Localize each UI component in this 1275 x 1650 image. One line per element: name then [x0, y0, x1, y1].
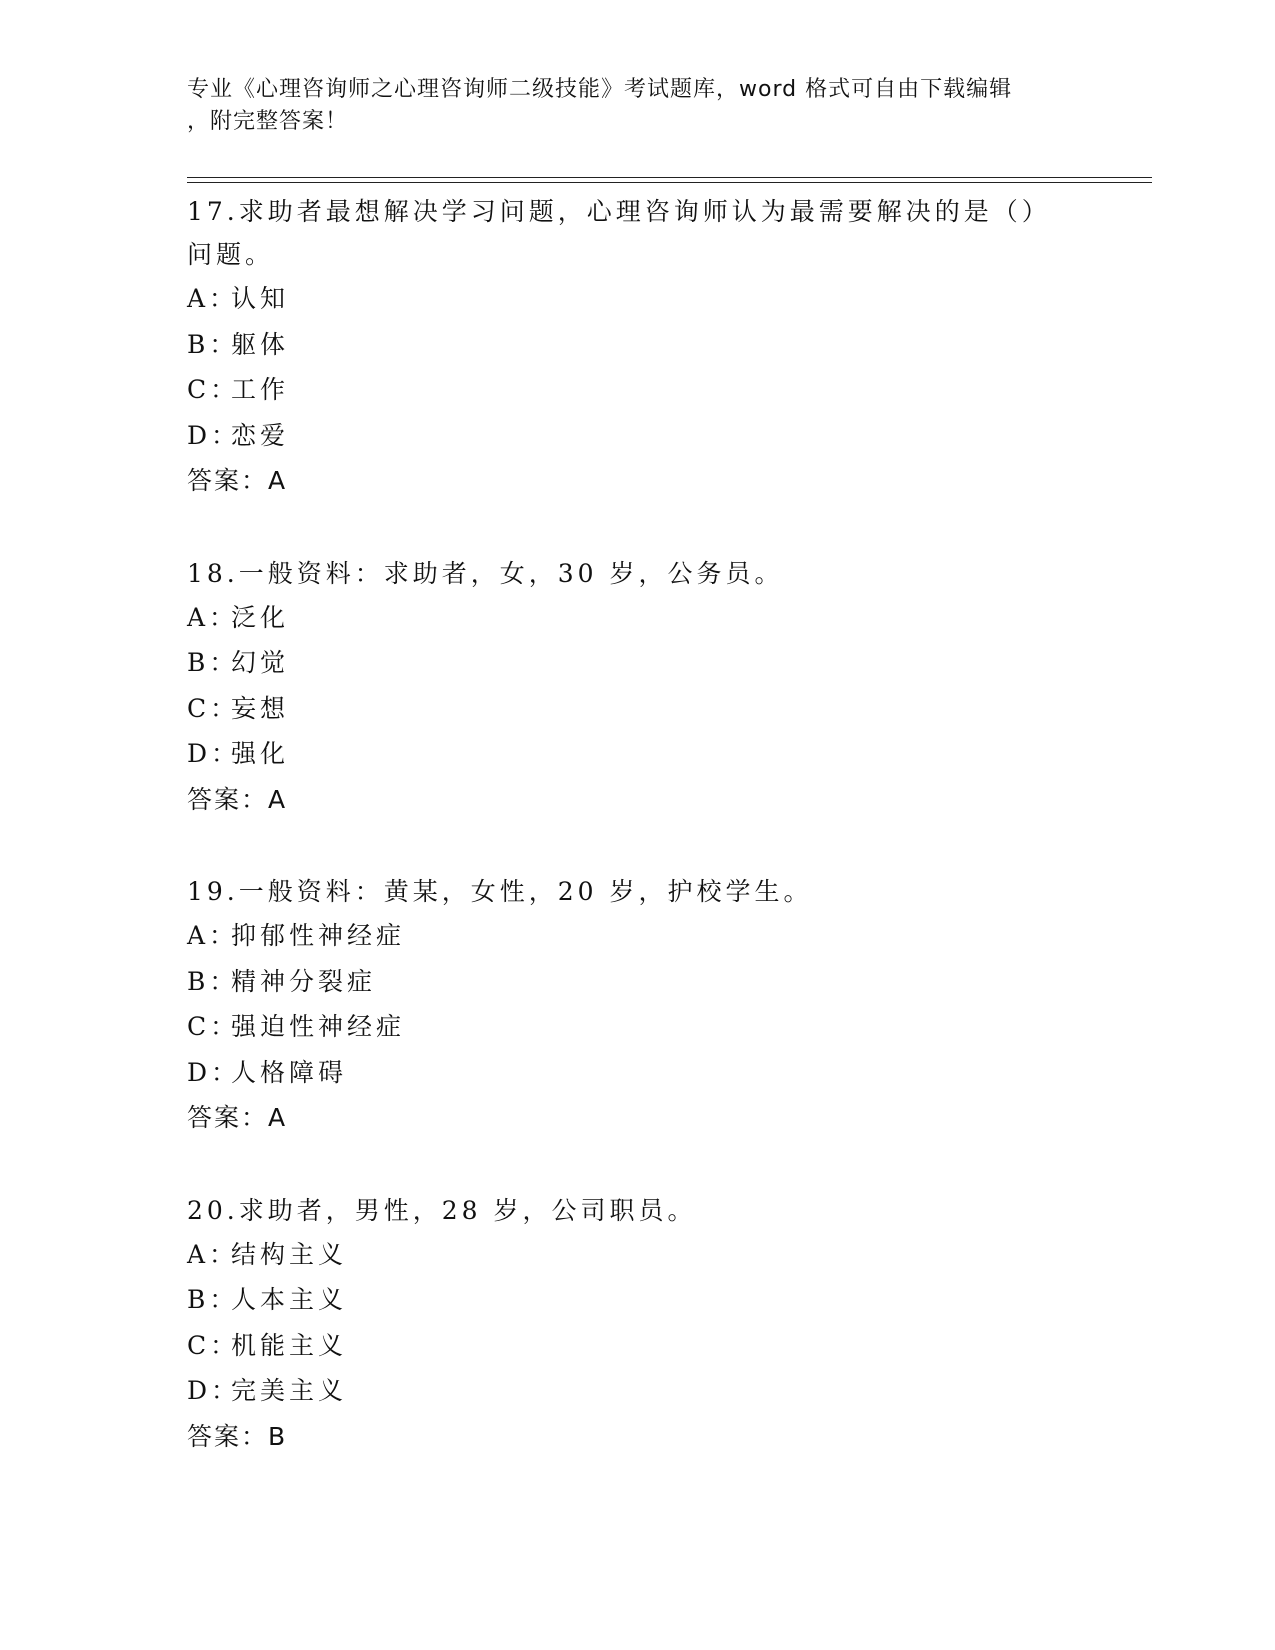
- header-note-line-1: 专业《心理咨询师之心理咨询师二级技能》考试题库，word 格式可自由下载编辑: [187, 77, 1013, 102]
- option-key: D：: [187, 420, 241, 450]
- option-b: [187, 640, 1087, 686]
- question-item-20: [187, 1189, 1087, 1460]
- option-key: B：: [187, 648, 239, 677]
- question-item-19: [187, 870, 1087, 1141]
- answer-line: 答案：B: [187, 1421, 288, 1451]
- option-text: 强化: [231, 739, 290, 768]
- option-key: A：: [187, 1239, 239, 1269]
- option-key: B：: [187, 329, 239, 359]
- option-c: [187, 1323, 1087, 1369]
- option-text: 精神分裂症: [231, 966, 377, 996]
- option-text: 机能主义: [231, 1330, 348, 1360]
- option-c: [187, 686, 1087, 732]
- header-note-line-2: ，附完整答案！: [187, 109, 349, 134]
- header-divider-bottom: [187, 182, 1152, 183]
- option-text: 人本主义: [231, 1285, 348, 1314]
- option-key: D：: [187, 1376, 241, 1405]
- question-item-17: [187, 190, 1087, 504]
- option-text: 躯体: [231, 329, 290, 359]
- option-b: [187, 1277, 1087, 1323]
- option-a: [187, 276, 1087, 322]
- header-note: [187, 74, 1087, 138]
- option-c: [187, 1004, 1087, 1050]
- answer-line: 答案：A: [187, 466, 288, 495]
- option-text: 恋爱: [231, 420, 290, 450]
- option-a: [187, 1232, 1087, 1278]
- question-stem: 18.一般资料：求助者，女，30 岁，公务员。: [187, 558, 784, 588]
- option-key: A：: [187, 921, 239, 950]
- option-d: [187, 1050, 1087, 1096]
- option-key: B：: [187, 1285, 239, 1314]
- option-key: B：: [187, 966, 239, 996]
- option-text: 强迫性神经症: [231, 1012, 406, 1041]
- option-text: 妄想: [231, 693, 290, 723]
- question-stem: 17.求助者最想解决学习问题，心理咨询师认为最需要解决的是（）问题。: [187, 197, 1051, 269]
- option-a: [187, 595, 1087, 641]
- option-text: 泛化: [231, 602, 290, 632]
- question-item-18: [187, 552, 1087, 823]
- header-divider-top: [187, 177, 1152, 178]
- option-d: [187, 413, 1087, 459]
- option-text: 结构主义: [231, 1239, 348, 1269]
- option-d: [187, 731, 1087, 777]
- option-key: C：: [187, 693, 240, 723]
- answer-line: 答案：A: [187, 1103, 288, 1132]
- option-key: D：: [187, 739, 241, 768]
- answer-line: 答案：A: [187, 784, 288, 814]
- option-key: C：: [187, 1330, 240, 1360]
- option-c: [187, 367, 1087, 413]
- option-text: 完美主义: [231, 1376, 348, 1405]
- option-b: [187, 959, 1087, 1005]
- option-a: [187, 913, 1087, 959]
- question-stem: 20.求助者，男性，28 岁，公司职员。: [187, 1195, 697, 1225]
- option-key: A：: [187, 602, 239, 632]
- option-text: 幻觉: [231, 648, 290, 677]
- question-stem: 19.一般资料：黄某，女性，20 岁，护校学生。: [187, 877, 813, 906]
- option-key: D：: [187, 1057, 241, 1087]
- option-key: C：: [187, 375, 240, 404]
- option-text: 抑郁性神经症: [231, 921, 406, 950]
- option-key: A：: [187, 284, 239, 313]
- option-text: 工作: [231, 375, 290, 404]
- option-b: [187, 322, 1087, 368]
- option-text: 认知: [231, 284, 290, 313]
- question-list: [187, 190, 1087, 1507]
- option-d: [187, 1368, 1087, 1414]
- option-text: 人格障碍: [231, 1057, 348, 1087]
- option-key: C：: [187, 1012, 240, 1041]
